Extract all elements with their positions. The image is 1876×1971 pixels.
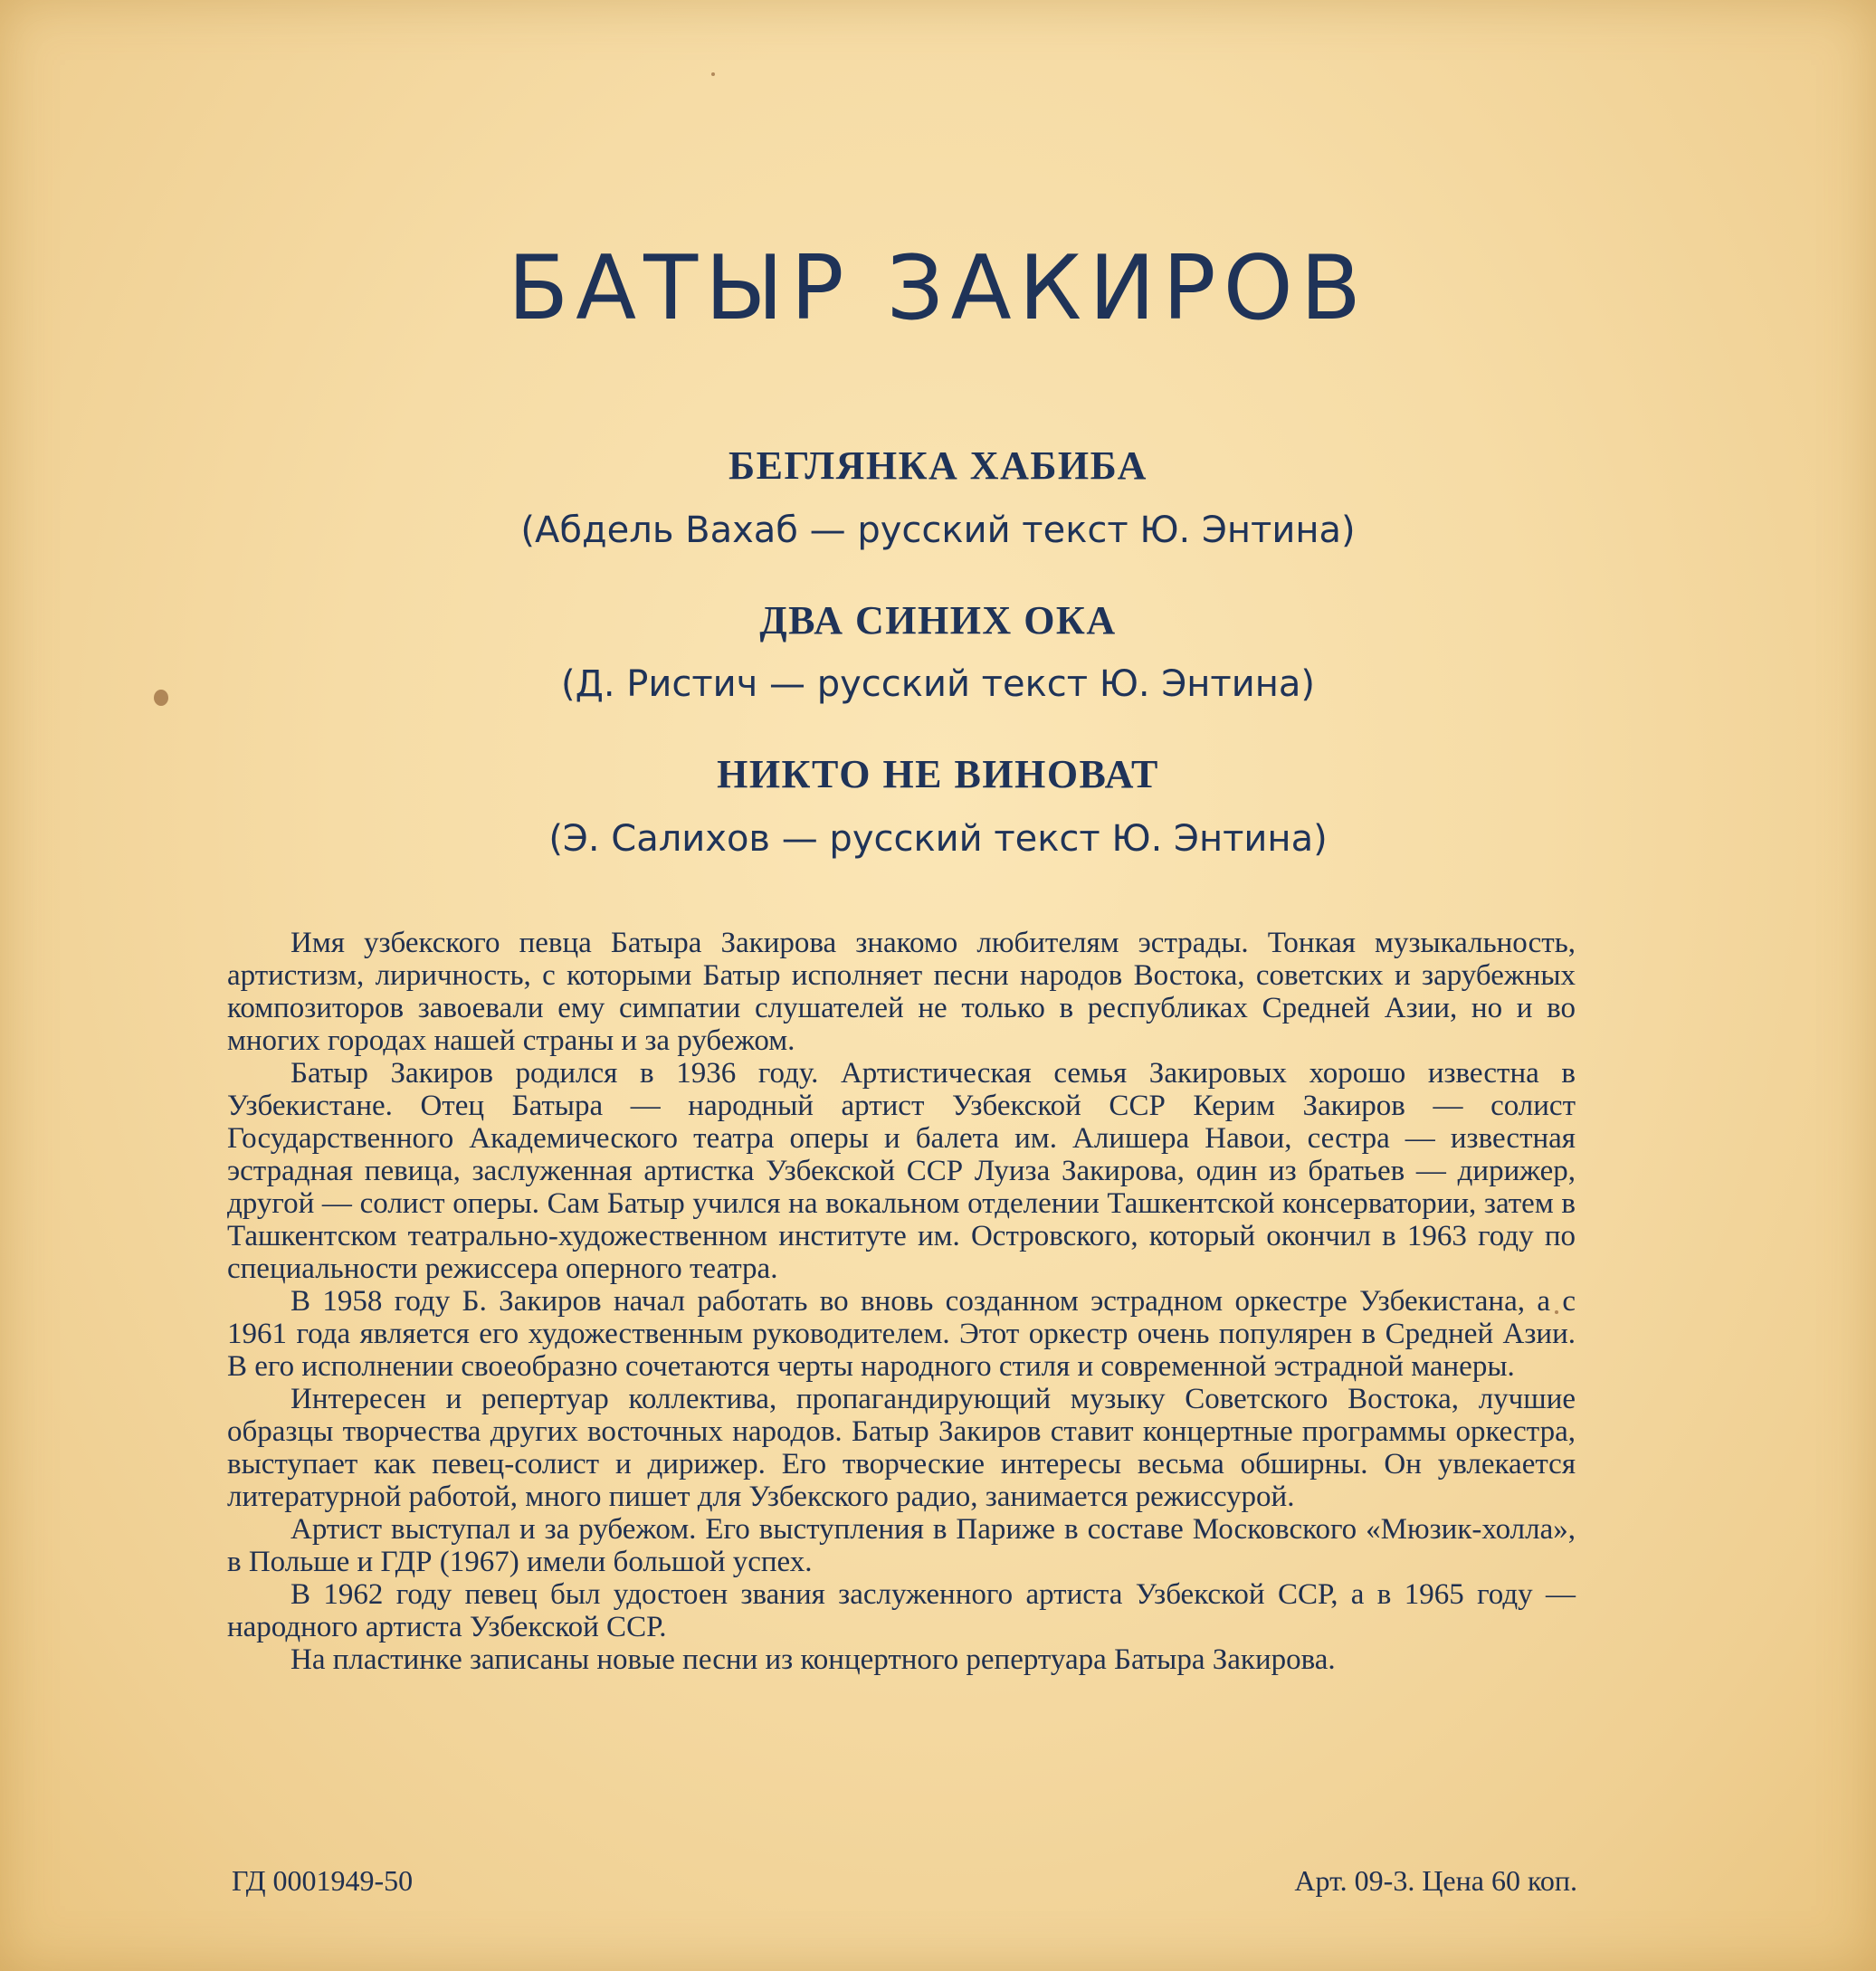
bio-paragraph: На пластинке записаны новые песни из концертного репертуара Батыра Закирова.	[290, 1643, 1336, 1676]
song-item	[0, 598, 1876, 706]
paper-speck	[711, 72, 715, 76]
song-title: БЕГЛЯНКА ХАБИБА	[728, 443, 1148, 488]
song-credits: (Д. Ристич — русский текст Ю. Энтина)	[560, 663, 1315, 706]
catalog-number: ГД 0001949-50	[232, 1864, 414, 1897]
artist-biography	[227, 927, 1576, 1676]
bio-paragraph: Батыр Закиров родился в 1936 году. Артистическая семья Закировых хорошо известна в Узбекистане. Отец Батыра — народный артист Узбекской ССР Керим Закиров — солист Государственного Академического театра оперы и балета им. Алишера Навои, сестра — известная эстрадная певица, заслуженная артистка Узбекской ССР Луиза Закирова, один из братьев — дирижер, другой — солист оперы. Сам Батыр учился на вокальном отделении Ташкентской консерватории, затем в Ташкентском театрально-художественном институте им. Островского, который окончил в 1963 году по специальности режиссера оперного театра.	[227, 1057, 1576, 1285]
song-title: ДВА СИНИХ ОКА	[759, 597, 1117, 643]
bio-paragraph: В 1962 году певец был удостоен звания заслуженного артиста Узбекской ССР, а в 1965 году — народного артиста Узбекской ССР.	[227, 1578, 1576, 1643]
song-credits: (Э. Салихов — русский текст Ю. Энтина)	[548, 817, 1328, 860]
bio-paragraph: Интересен и репертуар коллектива, пропагандирующий музыку Советского Востока, лучшие образцы творчества других восточных народов. Батыр Закиров ставит концертные программы оркестра, выступает как певец-солист и дирижер. Его творческие интересы весьма обширны. Он увлекается литературной работой, много пишет для Узбекского радио, занимается режиссурой.	[227, 1383, 1576, 1513]
bio-paragraph: Артист выступал и за рубежом. Его выступления в Париже в составе Московского «Мюзик-холла», в Польше и ГДР (1967) имели большой успех.	[227, 1513, 1576, 1578]
song-item	[0, 443, 1876, 551]
song-title: НИКТО НЕ ВИНОВАТ	[717, 752, 1159, 797]
bio-paragraph: Имя узбекского певца Батыра Закирова знакомо любителям эстрады. Тонкая музыкальность, артистизм, лиричность, с которыми Батыр исполняет песни народов Востока, советских и зарубежных композиторов завоевали ему симпатии слушателей не только в республиках Средней Азии, но и во многих городах нашей страны и за рубежом.	[227, 927, 1576, 1057]
bio-paragraph: В 1958 году Б. Закиров начал работать во вновь созданном эстрадном оркестре Узбекистана, а с 1961 года является его художественным руководителем. Этот оркестр очень популярен в Средней Азии. В его исполнении своеобразно сочетаются черты народного стиля и современной эстрадной манеры.	[227, 1285, 1576, 1383]
song-list	[0, 443, 1876, 907]
song-credits: (Абдель Вахаб — русский текст Ю. Энтина)	[520, 509, 1356, 551]
song-item	[0, 752, 1876, 860]
artist-title: БАТЫР ЗАКИРОВ	[507, 237, 1369, 340]
price-label: Арт. 09-3. Цена 60 коп.	[1294, 1864, 1577, 1897]
